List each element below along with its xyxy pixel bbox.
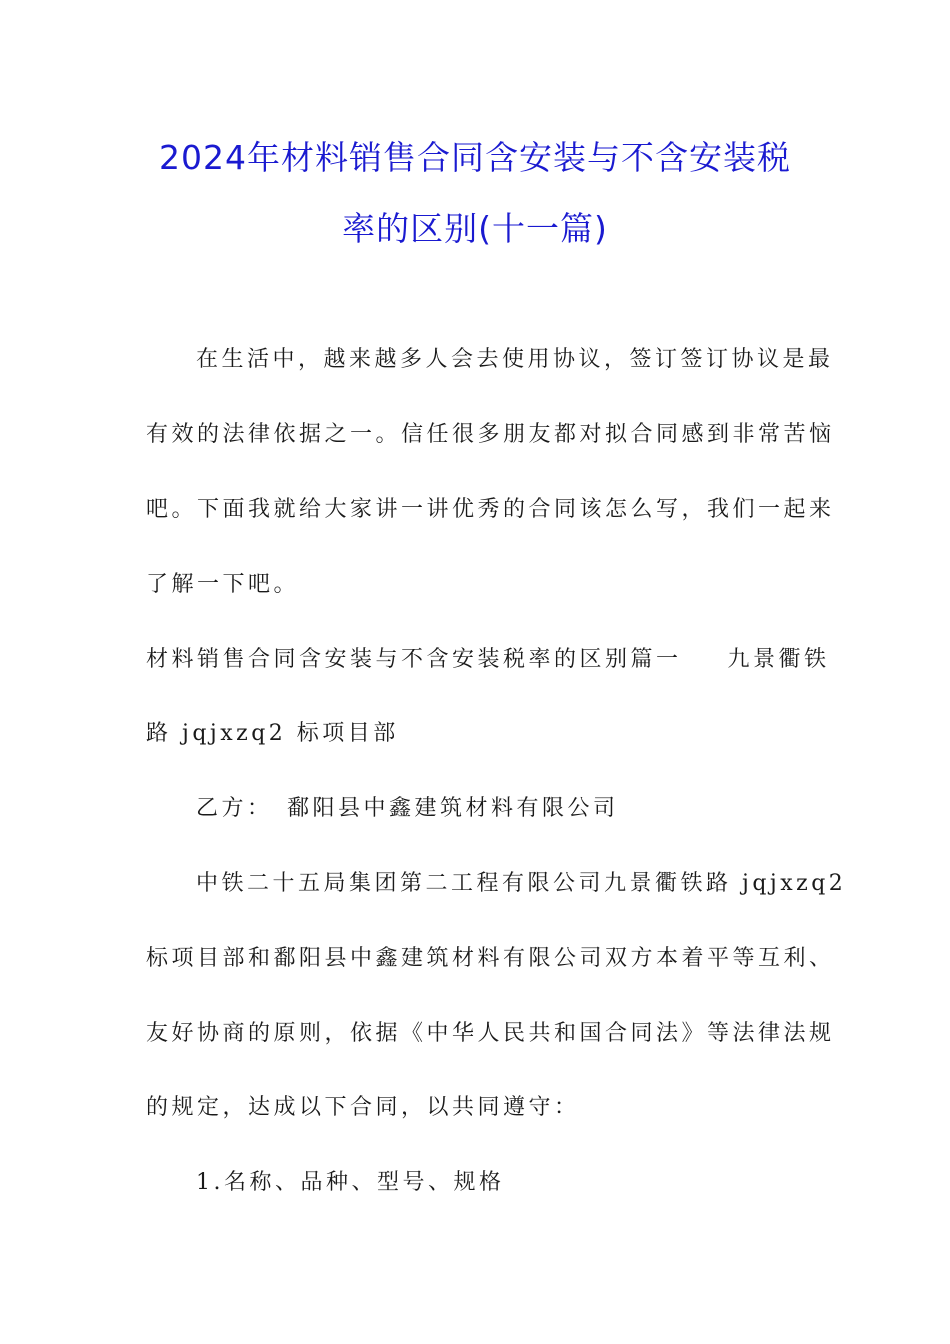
intro-paragraph-line: 吧。下面我就给大家讲一讲优秀的合同该怎么写，我们一起来 [146, 497, 835, 522]
list-item-1: 1.名称、品种、型号、规格 [196, 1170, 505, 1195]
document-title-line-2: 率的区别(十一篇) [342, 209, 608, 248]
body-paragraph-line: 的规定，达成以下合同，以共同遵守： [146, 1095, 580, 1120]
body-paragraph-line: 中铁二十五局集团第二工程有限公司九景衢铁路 jqjxzq2 [196, 871, 847, 896]
intro-paragraph-line: 了解一下吧。 [146, 572, 300, 597]
section-heading-text: 材料销售合同含安装与不含安装税率的区别篇一 [146, 647, 682, 672]
section-heading [146, 645, 830, 675]
body-paragraph-line: 友好协商的原则，依据《中华人民共和国合同法》等法律法规 [146, 1021, 835, 1046]
document-title-line-1: 2024年材料销售合同含安装与不含安装税 [159, 138, 791, 177]
section-heading-project: 九景衢铁 [727, 647, 830, 672]
intro-paragraph-line: 在生活中，越来越多人会去使用协议，签订签订协议是最 [196, 347, 834, 372]
section-heading-continuation: 路 jqjxzq2 标项目部 [146, 721, 399, 746]
body-paragraph-line: 标项目部和鄱阳县中鑫建筑材料有限公司双方本着平等互利、 [146, 946, 835, 971]
intro-paragraph-line: 有效的法律依据之一。信任很多朋友都对拟合同感到非常苦恼 [146, 422, 835, 447]
party-b-line: 乙方： 鄱阳县中鑫建筑材料有限公司 [196, 796, 619, 821]
